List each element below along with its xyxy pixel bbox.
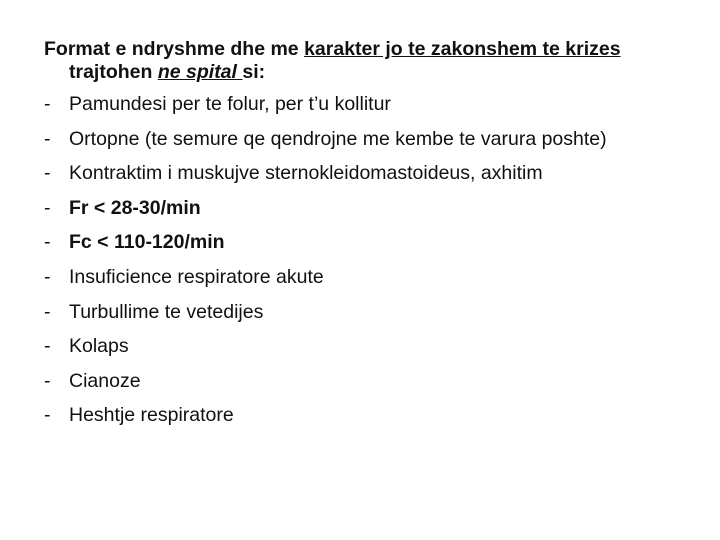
heading-text-3: si: [242, 61, 266, 83]
list-item-text: Kontraktim i muskujve sternokleidomastoideus, axhitim [69, 162, 543, 185]
bullet-dash: - [44, 127, 51, 150]
heading-italic-phrase: ne spital [157, 61, 243, 83]
list-item [44, 404, 684, 427]
list-item [44, 335, 684, 358]
bullet-dash: - [44, 369, 51, 392]
slide-heading [44, 38, 684, 84]
bullet-dash: - [44, 265, 51, 288]
list-item [44, 128, 684, 151]
slide-content [44, 38, 684, 427]
list-item-text: Heshtje respiratore [69, 404, 234, 427]
list-item [44, 231, 684, 254]
list-item [44, 301, 684, 324]
heading-text-2: trajtohen [69, 61, 158, 83]
list-item-text: Fc < 110-120/min [69, 231, 225, 254]
bullet-dash: - [44, 300, 51, 323]
bullet-dash: - [44, 196, 51, 219]
list-item-text: Cianoze [69, 369, 141, 392]
bullet-dash: - [44, 404, 51, 427]
list-item-text: Turbullime te vetedijes [69, 300, 264, 323]
list-item-text: Fr < 28-30/min [69, 196, 201, 219]
list-item-text: Ortopne (te semure qe qendrojne me kembe te varura poshte) [69, 127, 607, 150]
list-item [44, 93, 684, 116]
bullet-dash: - [44, 231, 51, 254]
list-item-text: Kolaps [69, 335, 129, 358]
bullet-dash: - [44, 162, 51, 185]
list-item [44, 162, 684, 185]
bullet-dash: - [44, 93, 51, 115]
list-item [44, 266, 684, 289]
list-item-text: Pamundesi per te folur, per t’u kollitur [69, 93, 391, 115]
list-item-text: Insuficience respiratore akute [69, 265, 324, 288]
symptom-list [44, 93, 684, 427]
bullet-dash: - [44, 335, 51, 358]
list-item [44, 370, 684, 393]
heading-underlined-phrase: karakter jo te zakonshem te krizes [304, 38, 621, 60]
list-item [44, 197, 684, 220]
heading-text-1: Format e ndryshme dhe me [44, 38, 305, 60]
